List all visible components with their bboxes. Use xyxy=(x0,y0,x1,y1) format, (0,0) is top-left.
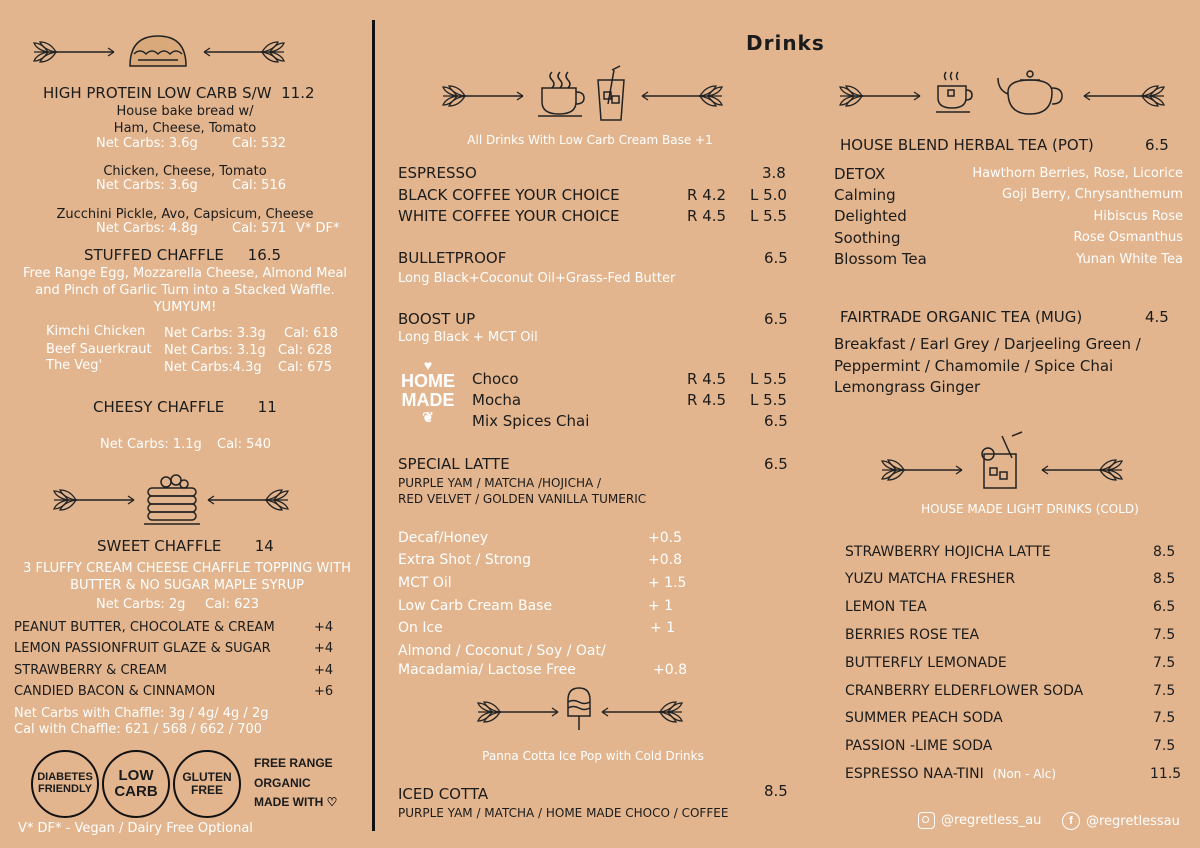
extra-name: MCT Oil xyxy=(398,575,452,591)
coffee-regular-price: R 4.5 xyxy=(687,207,727,225)
extra-name: On Ice xyxy=(398,620,443,636)
topping-price: +6 xyxy=(314,684,334,699)
hp-cal-2: Cal: 516 xyxy=(232,178,286,193)
instagram-icon xyxy=(918,812,935,829)
cold-drink-glass-icon xyxy=(982,432,1022,488)
topping-name: STRAWBERRY & CREAM xyxy=(14,663,167,678)
herbal-item-desc: Hibiscus Rose xyxy=(1093,209,1183,224)
bulletproof-price: 6.5 xyxy=(764,249,788,267)
cheesy-price: 11 xyxy=(257,398,277,416)
coffee-name: ESPRESSO xyxy=(398,164,477,182)
stuffed-item-cal: Cal: 628 xyxy=(278,343,332,358)
extra-name: Decaf/Honey xyxy=(398,530,489,546)
cold-drink-name: ESPRESSO NAA-TINI (Non - Alc) xyxy=(845,766,1057,782)
sweet-cal-line: Cal with Chaffle: 621 / 568 / 662 / 700 xyxy=(14,722,263,737)
herbal-tea-price: 6.5 xyxy=(1145,136,1169,154)
cheesy-netcarbs: Net Carbs: 1.1g xyxy=(100,437,202,452)
bulletproof-desc: Long Black+Coconut Oil+Grass-Fed Butter xyxy=(398,271,676,286)
cream-note: All Drinks With Low Carb Cream Base +1 xyxy=(467,133,713,147)
cold-drink-name: YUZU MATCHA FRESHER xyxy=(845,571,1016,587)
diabetes-friendly-badge: DIABETES FRIENDLY xyxy=(31,750,99,818)
sweet-chaffle-title: SWEET CHAFFLE 14 xyxy=(97,537,274,555)
cold-drink-name: LEMON TEA xyxy=(845,599,927,615)
cold-drink-price: 6.5 xyxy=(1153,599,1176,615)
boost-price: 6.5 xyxy=(764,310,788,328)
herbal-item-name: Delighted xyxy=(834,207,907,225)
panna-cotta-note: Panna Cotta Ice Pop with Cold Drinks xyxy=(482,749,704,763)
pancake-divider xyxy=(54,475,288,524)
herbal-item-desc: Goji Berry, Chrysanthemum xyxy=(1002,187,1183,202)
special-latte-price: 6.5 xyxy=(764,455,788,473)
badge-side-2: ORGANIC xyxy=(254,776,311,790)
sweet-netcarbs: Net Carbs: 2g xyxy=(96,597,186,612)
stuffed-desc-1: Free Range Egg, Mozzarella Cheese, Almond Meal xyxy=(22,266,348,281)
cold-drinks-title: HOUSE MADE LIGHT DRINKS (COLD) xyxy=(921,502,1139,516)
coffee-regular-price: R 4.2 xyxy=(687,186,727,204)
special-latte-desc-1: PURPLE YAM / MATCHA /HOJICHA / xyxy=(398,476,602,490)
extra-price: + 1 xyxy=(650,620,676,636)
topping-price: +4 xyxy=(314,620,334,635)
cold-drink-name: BERRIES ROSE TEA xyxy=(845,627,980,643)
stuffed-price: 16.5 xyxy=(247,246,282,264)
cold-drink-price: 7.5 xyxy=(1153,683,1176,699)
cold-drink-price: 8.5 xyxy=(1153,544,1176,560)
stuffed-item-cal: Cal: 618 xyxy=(284,326,338,341)
cold-drinks-divider xyxy=(882,432,1122,488)
herbal-item-name: DETOX xyxy=(834,165,886,183)
topping-name: CANDIED BACON & CINNAMON xyxy=(14,684,216,699)
homemade-large-price: L 5.5 xyxy=(750,370,787,388)
homemade-regular-price: R 4.5 xyxy=(687,370,727,388)
fairtrade-line-2: Peppermint / Chamomile / Spice Chai xyxy=(834,357,1114,375)
sweet-desc-2: BUTTER & NO SUGAR MAPLE SYRUP xyxy=(70,578,304,593)
instagram-handle[interactable]: @regretless_au xyxy=(918,812,1041,829)
hp-netcarbs-2: Net Carbs: 3.6g xyxy=(96,178,198,193)
ice-pop-divider xyxy=(478,688,682,730)
hp-desc-4: Zucchini Pickle, Avo, Capsicum, Cheese xyxy=(56,207,314,222)
sweet-price: 14 xyxy=(254,537,274,555)
cold-drink-price: 7.5 xyxy=(1153,627,1176,643)
badge-side-3: MADE WITH ♡ xyxy=(254,795,338,809)
stuffed-item-netcarbs: Net Carbs: 3.3g xyxy=(164,326,266,341)
bulletproof-name: BULLETPROOF xyxy=(398,249,507,267)
herbal-item-name: Blossom Tea xyxy=(834,250,927,268)
sweet-netcarbs-line: Net Carbs with Chaffle: 3g / 4g/ 4g / 2g xyxy=(14,706,269,721)
stuffed-chaffle-title: STUFFED CHAFFLE 16.5 xyxy=(84,246,282,264)
coffee-cup-icon xyxy=(538,72,584,116)
taco-icon xyxy=(130,36,186,66)
herbal-item-name: Soothing xyxy=(834,229,901,247)
extra-price: + 1 xyxy=(648,598,674,614)
milk-options-2: Macadamia/ Lactose Free xyxy=(398,662,576,678)
column-divider xyxy=(372,20,375,831)
badge-side-1: FREE RANGE xyxy=(254,756,333,770)
homemade-item-name: Choco xyxy=(472,370,519,388)
cold-drink-price: 7.5 xyxy=(1153,738,1176,754)
milk-options-price: +0.8 xyxy=(653,662,687,678)
homemade-large-price: L 5.5 xyxy=(750,391,787,409)
extra-price: +0.8 xyxy=(648,552,682,568)
extra-name: Extra Shot / Strong xyxy=(398,552,531,568)
stuffed-desc-3: YUMYUM! xyxy=(153,300,217,315)
vegan-footnote: V* DF* - Vegan / Dairy Free Optional xyxy=(18,821,253,836)
topping-price: +4 xyxy=(314,641,334,656)
heart-icon: ♥ xyxy=(423,357,433,373)
fairtrade-tea-price: 4.5 xyxy=(1145,308,1169,326)
homemade-logo: ♥ HOME MADE ❦ xyxy=(398,358,458,424)
topping-name: LEMON PASSIONFRUIT GLAZE & SUGAR xyxy=(14,641,271,656)
hp-desc-2: Ham, Cheese, Tomato xyxy=(113,121,257,136)
hp-netcarbs-3: Net Carbs: 4.8g xyxy=(96,221,198,236)
fairtrade-line-1: Breakfast / Earl Grey / Darjeeling Green / xyxy=(834,335,1141,353)
cold-drink-price: 7.5 xyxy=(1153,655,1176,671)
cold-drink-name: BUTTERFLY LEMONADE xyxy=(845,655,1007,671)
teapot-icon xyxy=(998,71,1062,114)
cold-drink-name: CRANBERRY ELDERFLOWER SODA xyxy=(845,683,1084,699)
topping-name: PEANUT BUTTER, CHOCOLATE & CREAM xyxy=(14,620,275,635)
stuffed-item-name: Kimchi Chicken xyxy=(46,324,146,339)
hp-netcarbs-1: Net Carbs: 3.6g xyxy=(96,136,198,151)
iced-cotta-desc: PURPLE YAM / MATCHA / HOME MADE CHOCO / COFFEE xyxy=(398,806,729,820)
cold-drink-price: 7.5 xyxy=(1153,710,1176,726)
fairtrade-line-3: Lemongrass Ginger xyxy=(834,378,981,396)
cold-drink-name: SUMMER PEACH SODA xyxy=(845,710,1003,726)
facebook-icon: f xyxy=(1062,812,1080,830)
stuffed-item-netcarbs: Net Carbs:4.3g xyxy=(164,360,262,375)
iced-drink-icon xyxy=(598,66,624,120)
herbal-item-desc: Rose Osmanthus xyxy=(1073,230,1183,245)
homemade-price: 6.5 xyxy=(764,412,788,430)
special-latte-name: SPECIAL LATTE xyxy=(398,455,510,473)
hp-title: HIGH PROTEIN LOW CARB S/W 11.2 xyxy=(43,84,315,102)
homemade-item-name: Mocha xyxy=(472,391,522,409)
coffee-name: BLACK COFFEE YOUR CHOICE xyxy=(398,186,620,204)
herbal-item-desc: Yunan White Tea xyxy=(1076,252,1183,267)
cheesy-cal: Cal: 540 xyxy=(217,437,271,452)
facebook-handle[interactable]: f @regretlessau xyxy=(1062,812,1180,830)
ice-pop-icon xyxy=(568,688,590,730)
low-carb-badge: LOW CARB xyxy=(102,750,170,818)
coffee-name: WHITE COFFEE YOUR CHOICE xyxy=(398,207,620,225)
laurel-icon: ❦ xyxy=(422,409,434,425)
tea-divider xyxy=(840,71,1164,114)
boost-name: BOOST UP xyxy=(398,310,476,328)
special-latte-desc-2: RED VELVET / GOLDEN VANILLA TUMERIC xyxy=(398,492,647,506)
stuffed-item-cal: Cal: 675 xyxy=(278,360,332,375)
cold-drink-name: PASSION -LIME SODA xyxy=(845,738,993,754)
hp-price: 11.2 xyxy=(281,84,315,102)
taco-divider xyxy=(34,36,284,66)
homemade-regular-price: R 4.5 xyxy=(687,391,727,409)
hp-cal-3: Cal: 571 xyxy=(232,221,286,236)
coffee-large-price: L 5.5 xyxy=(750,207,787,225)
stuffed-item-name: The Veg' xyxy=(46,358,103,373)
gluten-free-badge: GLUTEN FREE xyxy=(173,750,241,818)
sweet-cal: Cal: 623 xyxy=(205,597,259,612)
extra-name: Low Carb Cream Base xyxy=(398,598,553,614)
coffee-large-price: L 5.0 xyxy=(750,186,787,204)
topping-price: +4 xyxy=(314,663,334,678)
stuffed-item-netcarbs: Net Carbs: 3.1g xyxy=(164,343,266,358)
cheesy-chaffle-title: CHEESY CHAFFLE 11 xyxy=(93,398,277,416)
sweet-desc-1: 3 FLUFFY CREAM CHEESE CHAFFLE TOPPING WITH xyxy=(23,561,351,576)
coffee-price: 3.8 xyxy=(762,164,786,182)
herbal-item-desc: Hawthorn Berries, Rose, Licorice xyxy=(972,166,1183,181)
stuffed-desc-2: and Pinch of Garlic Turn into a Stacked Waffle. xyxy=(35,283,335,298)
cold-drink-price: 8.5 xyxy=(1153,571,1176,587)
hp-cal-1: Cal: 532 xyxy=(232,136,286,151)
homemade-item-name: Mix Spices Chai xyxy=(472,412,590,430)
pancake-stack-icon xyxy=(144,475,200,524)
stuffed-item-name: Beef Sauerkraut xyxy=(46,342,152,357)
iced-cotta-price: 8.5 xyxy=(764,782,788,800)
cold-drink-name: STRAWBERRY HOJICHA LATTE xyxy=(845,544,1051,560)
hp-desc-1: House bake bread w/ xyxy=(116,104,254,119)
tea-cup-icon xyxy=(936,72,972,112)
cold-drink-price: 11.5 xyxy=(1150,766,1182,782)
boost-desc: Long Black + MCT Oil xyxy=(398,330,538,345)
extra-price: +0.5 xyxy=(648,530,682,546)
coffee-divider xyxy=(443,66,722,120)
iced-cotta-name: ICED COTTA xyxy=(398,785,489,803)
extra-price: + 1.5 xyxy=(648,575,687,591)
hp-vdf: V* DF* xyxy=(296,221,340,236)
fairtrade-tea-title: FAIRTRADE ORGANIC TEA (MUG) xyxy=(840,308,1083,326)
non-alcoholic-note: (Non - Alc) xyxy=(992,767,1057,781)
milk-options-1: Almond / Coconut / Soy / Oat/ xyxy=(398,643,606,659)
drinks-heading: Drinks xyxy=(746,31,825,55)
hp-desc-3: Chicken, Cheese, Tomato xyxy=(103,164,267,179)
herbal-tea-title: HOUSE BLEND HERBAL TEA (POT) xyxy=(840,136,1094,154)
herbal-item-name: Calming xyxy=(834,186,896,204)
